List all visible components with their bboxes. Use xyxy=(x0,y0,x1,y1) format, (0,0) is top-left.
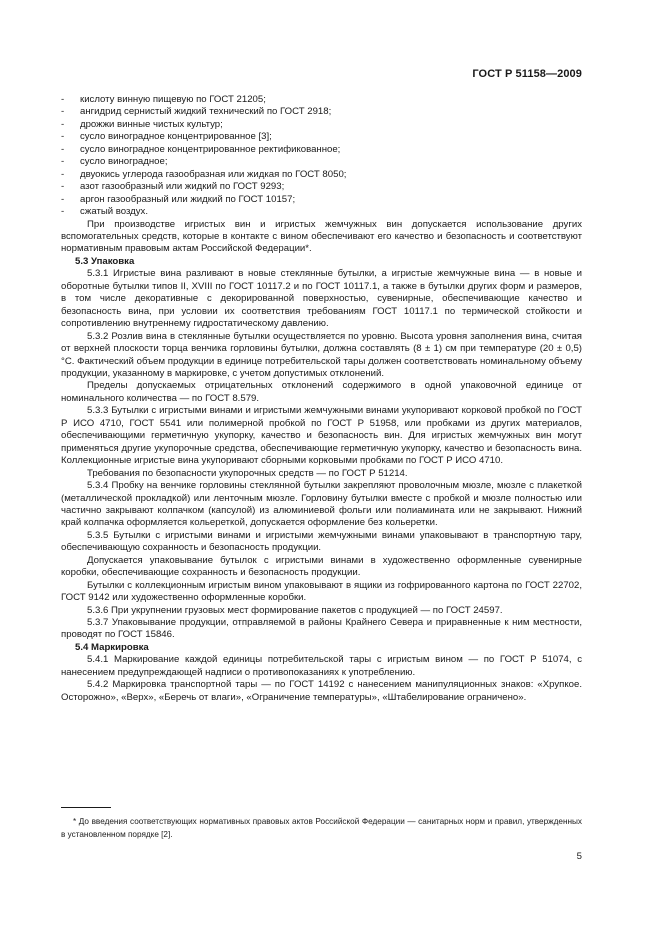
list-item xyxy=(61,181,582,193)
materials-list xyxy=(61,94,582,219)
list-item xyxy=(61,206,582,218)
list-item xyxy=(61,156,582,168)
paragraph: 5.3.6 При укрупнении грузовых мест формирование пакетов с продукцией — по ГОСТ 24597. xyxy=(87,604,503,616)
standard-header: ГОСТ Р 51158—2009 xyxy=(472,68,582,80)
list-item-text: азот газообразный или жидкий по ГОСТ 9293; xyxy=(80,181,285,193)
paragraph: 5.3.7 Упаковывание продукции, отправляемой в районы Крайнего Севера и приравненные к ним местности, проводят по ГОСТ 15846. xyxy=(61,617,582,641)
paragraph: Допускается упаковывание бутылок с игристыми винами в художественно оформленные сувенирные коробки, обеспечивающие сохранность и безопасность продукции. xyxy=(61,554,582,579)
paragraph: 5.3.4 Пробку на венчике горловины стеклянной бутылки закрепляют проволочным мюзле, мюзле с плакеткой (металлической прокладкой) или ленточным мюзле. Горловину бутылки вместе с пробкой и мюзле полностью или частично закрывают колпачком (капсулой) из алюминиевой фольги или полиамината или не закрывают. Нижний край колпачка оформляется кольереткой, допускается оформление без кольеретки. xyxy=(61,480,582,529)
section-heading: 5.4 Маркировка xyxy=(75,641,149,653)
paragraph: 5.4.1 Маркирование каждой единицы потребительской тары с игристым вином — по ГОСТ Р 51074, с нанесением предупреждающей надписи о противопоказаниях к употреблению. xyxy=(61,654,582,678)
list-item-text: ангидрид сернистый жидкий технический по ГОСТ 2918; xyxy=(80,106,332,118)
section-heading: 5.3 Упаковка xyxy=(75,255,135,267)
list-item-text: аргон газообразный или жидкий по ГОСТ 10157; xyxy=(80,193,296,205)
paragraph: Бутылки с коллекционным игристым вином упаковывают в ящики из гофрированного картона по ГОСТ 22702, ГОСТ 9142 или художественно оформленные коробки. xyxy=(61,579,582,604)
page-body xyxy=(61,94,582,704)
paragraph: 5.3.3 Бутылки с игристыми винами и игристыми жемчужными винами укупоривают корковой пробкой по ГОСТ Р ИСО 4710, ГОСТ 5541 или полимерной пробкой по ГОСТ Р 51958, или пробками из других материалов, обеспечивающими герметичную укупорку, качество и безопасность вин. Для игристых жемчужных вин могут применяться другие укупорочные средства, обеспечивающие герметичную укупорку, качество и безопасность вина. Коллекционные игристые вина укупоривают сборными корковыми пробками по ГОСТ Р ИСО 4710. xyxy=(61,405,582,467)
list-item-text: сусло виноградное; xyxy=(80,156,168,168)
footnote: * До введения соответствующих нормативных правовых актов Российской Федерации — санитарных норм и правил, утвержденных в установленном порядке [2]. xyxy=(61,817,582,839)
list-item-text: сусло виноградное концентрированное ректификованное; xyxy=(80,143,341,155)
list-item xyxy=(61,144,582,156)
footnote-separator xyxy=(61,807,111,808)
list-item xyxy=(61,94,582,106)
list-item xyxy=(61,194,582,206)
paragraph: Требования по безопасности укупорочных средств — по ГОСТ Р 51214. xyxy=(87,467,408,479)
paragraph: 5.3.1 Игристые вина разливают в новые стеклянные бутылки, а игристые жемчужные вина — в новые и оборотные бутылки типов II, XVIII по ГОСТ 10117.2 и по ГОСТ 10117.1, а также в бутылки других форм и размеров, в том числе декоративные с декорированной поверхностью, сувенирные, обеспечивающие качество и безопасность вина, при условии их соответствия требованиям ГОСТ 10117.1 по термической стойкости и сопротивлению внутреннему гидростатическому давлению. xyxy=(61,268,582,330)
list-item xyxy=(61,119,582,131)
paragraph: При производстве игристых вин и игристых жемчужных вин допускается использование других вспомогательных средств, которые в контакте с вином обеспечивают его качество и безопасность и соответствуют нормативным правовым актам Российской Федерации*. xyxy=(61,218,582,255)
list-item-text: сусло виноградное концентрированное [3]; xyxy=(80,131,272,143)
paragraph: 5.3.2 Розлив вина в стеклянные бутылки осуществляется по уровню. Высота уровня заполнения вина, считая от верхней плоскости торца венчика горловины бутылки, должна составлять (8 ± 1) см при температуре (20 ± 0,5) °С. Фактический объем продукции в единице потребительской тары должен соответствовать номинальному объему продукции, указанному в маркировке, с учетом допустимых отклонений. xyxy=(61,330,582,379)
page-number: 5 xyxy=(576,851,582,862)
list-item-text: двуокись углерода газообразная или жидкая по ГОСТ 8050; xyxy=(80,168,347,180)
list-item xyxy=(61,106,582,118)
paragraph: 5.4.2 Маркировка транспортной тары — по ГОСТ 14192 с нанесением манипуляционных знаков: «Хрупкое. Осторожно», «Верх», «Беречь от влаги», «Ограничение температуры», «Штабелирование ограничено». xyxy=(61,679,582,703)
list-item-text: сжатый воздух. xyxy=(80,206,149,218)
paragraph: 5.3.5 Бутылки с игристыми винами и игристыми жемчужными винами упаковывают в транспортную тару, обеспечивающую сохранность и безопасность продукции. xyxy=(61,529,582,554)
list-item xyxy=(61,169,582,181)
list-item-text: кислоту винную пищевую по ГОСТ 21205; xyxy=(80,94,266,105)
paragraph: Пределы допускаемых отрицательных отклонений содержимого в одной упаковочной единице от номинального количества — по ГОСТ 8.579. xyxy=(61,380,582,404)
list-item-text: дрожжи винные чистых культур; xyxy=(80,118,223,130)
list-item xyxy=(61,131,582,143)
